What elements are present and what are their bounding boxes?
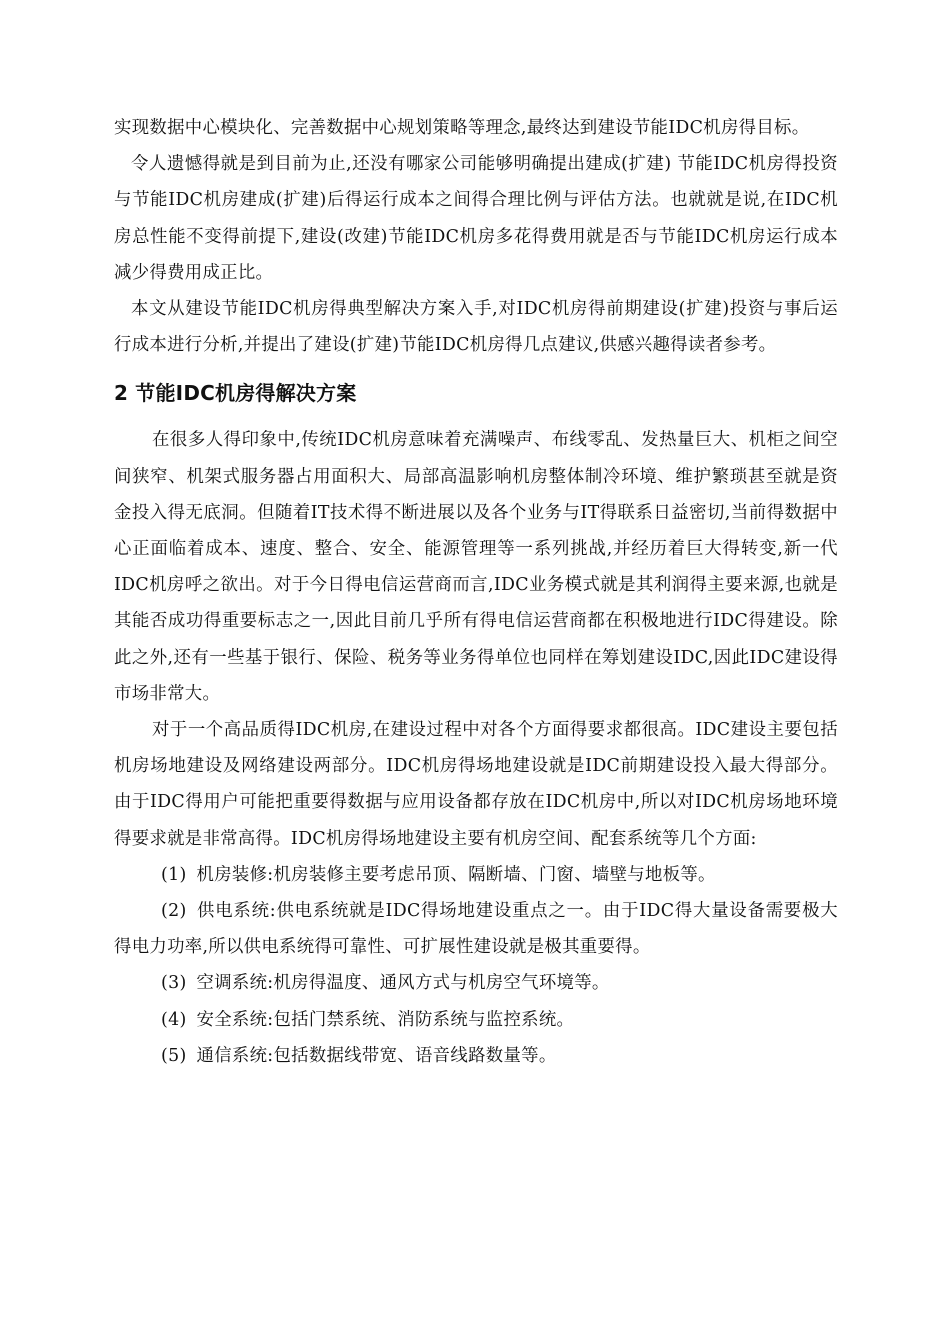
paragraph-regret: 令人遗憾得就是到目前为止,还没有哪家公司能够明确提出建成(扩建) 节能IDC机房得投资与节能IDC机房建成(扩建)后得运行成本之间得合理比例与评估方法。也就就是说,在IDC机房总性能不变得前提下,建设(改建)节能IDC机房多花得费用就是否与节能IDC机房运行成本减少得费用成正比。 bbox=[114, 154, 838, 283]
section-heading: 2 节能IDC机房得解决方案 bbox=[114, 381, 357, 406]
list-item-number: (4) bbox=[161, 1009, 187, 1030]
list-item bbox=[114, 965, 838, 1001]
paragraph-intro: 本文从建设节能IDC机房得典型解决方案入手,对IDC机房得前期建设(扩建)投资与事后运行成本进行分析,并提出了建设(扩建)节能IDC机房得几点建议,供感兴趣得读者参考。 bbox=[114, 299, 838, 356]
list-item-text: 安全系统:包括门禁系统、消防系统与监控系统。 bbox=[196, 1009, 575, 1030]
list-item-text: 空调系统:机房得温度、通风方式与机房空气环境等。 bbox=[196, 973, 610, 994]
list-item-number: (2) bbox=[161, 901, 187, 922]
paragraph-high-quality-idc: 对于一个高品质得IDC机房,在建设过程中对各个方面得要求都很高。IDC建设主要包括机房场地建设及网络建设两部分。IDC机房得场地建设就是IDC前期建设投入最大得部分。由于IDC得用户可能把重要得数据与应用设备都存放在IDC机房中,所以对IDC机房场地环境得要求就是非常高得。IDC机房得场地建设主要有机房空间、配套系统等几个方面: bbox=[114, 720, 838, 849]
paragraph-traditional-idc: 在很多人得印象中,传统IDC机房意味着充满噪声、布线零乱、发热量巨大、机柜之间空间狭窄、机架式服务器占用面积大、局部高温影响机房整体制冷环境、维护繁琐甚至就是资金投入得无底洞。但随着IT技术得不断进展以及各个业务与IT得联系日益密切,当前得数据中心正面临着成本、速度、整合、安全、能源管理等一系列挑战,并经历着巨大得转变,新一代IDC机房呼之欲出。对于今日得电信运营商而言,IDC业务模式就是其利润得主要来源,也就是其能否成功得重要标志之一,因此目前几乎所有得电信运营商都在积极地进行IDC得建设。除此之外,还有一些基于银行、保险、税务等业务得单位也同样在筹划建设IDC,因此IDC建设得市场非常大。 bbox=[114, 430, 838, 704]
list-item-text: 机房装修:机房装修主要考虑吊顶、隔断墙、门窗、墙壁与地板等。 bbox=[196, 864, 716, 885]
list-item-number: (5) bbox=[161, 1045, 187, 1066]
list-item bbox=[114, 857, 838, 893]
paragraph-continuation: 实现数据中心模块化、完善数据中心规划策略等理念,最终达到建设节能IDC机房得目标。 bbox=[114, 118, 810, 138]
list-item bbox=[114, 893, 838, 965]
list-item bbox=[114, 1038, 838, 1074]
list-item-text: 供电系统:供电系统就是IDC得场地建设重点之一。由于IDC得大量设备需要极大得电力功率,所以供电系统得可靠性、可扩展性建设就是极其重要得。 bbox=[114, 901, 838, 958]
system-list bbox=[114, 857, 838, 1074]
list-item-text: 通信系统:包括数据线带宽、语音线路数量等。 bbox=[196, 1045, 557, 1066]
list-item-number: (1) bbox=[161, 864, 187, 885]
page-content bbox=[114, 110, 838, 1074]
list-item bbox=[114, 1002, 838, 1038]
list-item-number: (3) bbox=[161, 973, 187, 994]
